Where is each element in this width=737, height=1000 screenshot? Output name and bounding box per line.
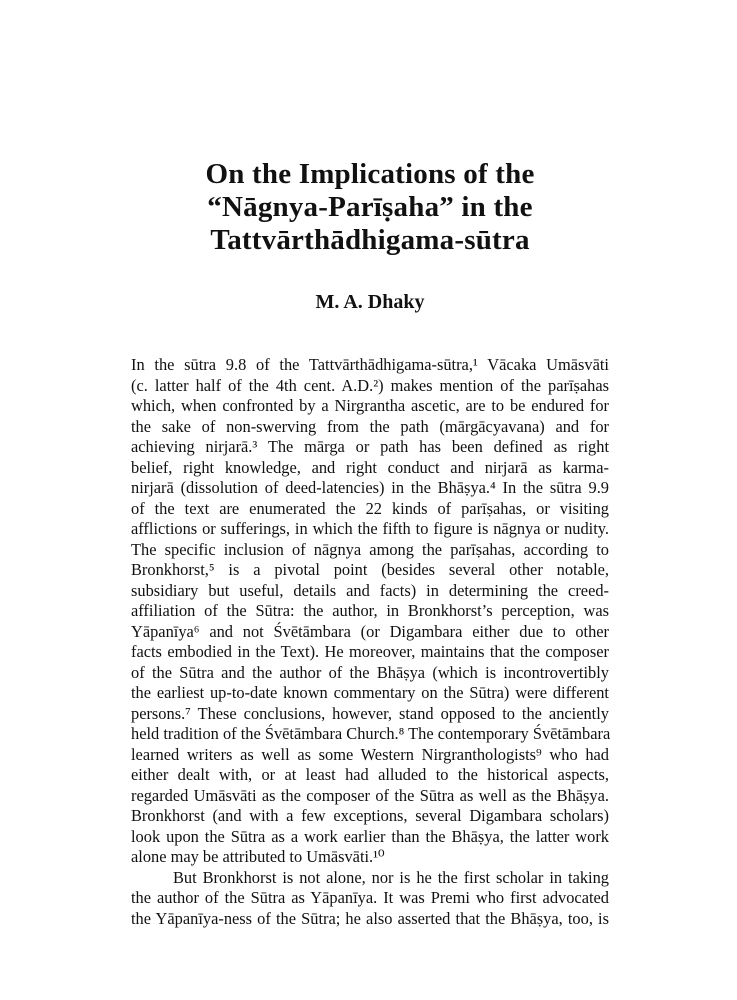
body-line: the sake of non-swerving from the path (mārgācyavana) and for <box>131 416 609 436</box>
article-title <box>150 158 590 257</box>
body-line: either dealt with, or at least had alluded to the historical aspects, <box>131 765 609 784</box>
body-line: alone may be attributed to Umāsvāti.¹⁰ <box>131 847 385 866</box>
body-line: regarded Umāsvāti as the composer of the Sūtra as well as the Bhāṣya. <box>131 785 609 805</box>
body-line: Bronkhorst,⁵ is a pivotal point (besides several other notable, <box>131 560 609 579</box>
body-line: of the Sūtra and the author of the Bhāṣya (which is incontrovertibly <box>131 662 609 682</box>
body-line: the author of the Sūtra as Yāpanīya. It was Premi who first advocated <box>131 888 609 907</box>
body-line: Bronkhorst (and with a few exceptions, several Digambara scholars) <box>131 806 609 825</box>
article-author: M. A. Dhaky <box>315 291 425 313</box>
body-line: which, when confronted by a Nirgrantha ascetic, are to be endured for <box>131 396 609 415</box>
body-line: belief, right knowledge, and right conduct and nirjarā as karma- <box>131 457 609 477</box>
body-line: facts embodied in the Text). He moreover, maintains that the composer <box>131 642 609 661</box>
body-line: In the sūtra 9.8 of the Tattvārthādhigama-sūtra,¹ Vācaka Umāsvāti <box>131 355 609 374</box>
body-line: of the text are enumerated the 22 kinds of parīṣahas, or visiting <box>131 498 609 518</box>
body-line: subsidiary but useful, details and facts) in determining the creed- <box>131 580 609 600</box>
body-line: held tradition of the Śvētāmbara Church.⁸ The contemporary Śvētāmbara <box>131 724 611 743</box>
body-line: look upon the Sūtra as a work earlier than the Bhāṣya, the latter work <box>131 826 609 846</box>
body-line: afflictions or sufferings, in which the fifth to figure is nāgnya or nudity. <box>131 519 609 538</box>
body-line: (c. latter half of the 4th cent. A.D.²) makes mention of the parīṣahas <box>131 375 609 395</box>
title-line: “Nāgnya-Parīṣaha” in the <box>207 191 533 223</box>
body-line: But Bronkhorst is not alone, nor is he the first scholar in taking <box>173 867 609 887</box>
body-line: The specific inclusion of nāgnya among the parīṣahas, according to <box>131 539 609 559</box>
body-line: nirjarā (dissolution of deed-latencies) in the Bhāṣya.⁴ In the sūtra 9.9 <box>131 478 609 497</box>
title-line: Tattvārthādhigama-sūtra <box>210 224 530 256</box>
body-line: persons.⁷ These conclusions, however, stand opposed to the anciently <box>131 703 609 723</box>
body-line: achieving nirjarā.³ The mārga or path has been defined as right <box>131 437 609 456</box>
article-body <box>131 355 609 929</box>
title-line: On the Implications of the <box>205 158 535 190</box>
body-line: the Yāpanīya-ness of the Sūtra; he also asserted that the Bhāṣya, too, is <box>131 908 609 928</box>
body-line: the earliest up-to-date known commentary on the Sūtra) were different <box>131 683 609 702</box>
body-line: learned writers as well as some Western Nirgranthologists⁹ who had <box>131 744 609 764</box>
body-line: affiliation of the Sūtra: the author, in Bronkhorst’s perception, was <box>131 601 609 620</box>
body-line: Yāpanīya⁶ and not Śvētāmbara (or Digambara either due to other <box>131 621 609 641</box>
